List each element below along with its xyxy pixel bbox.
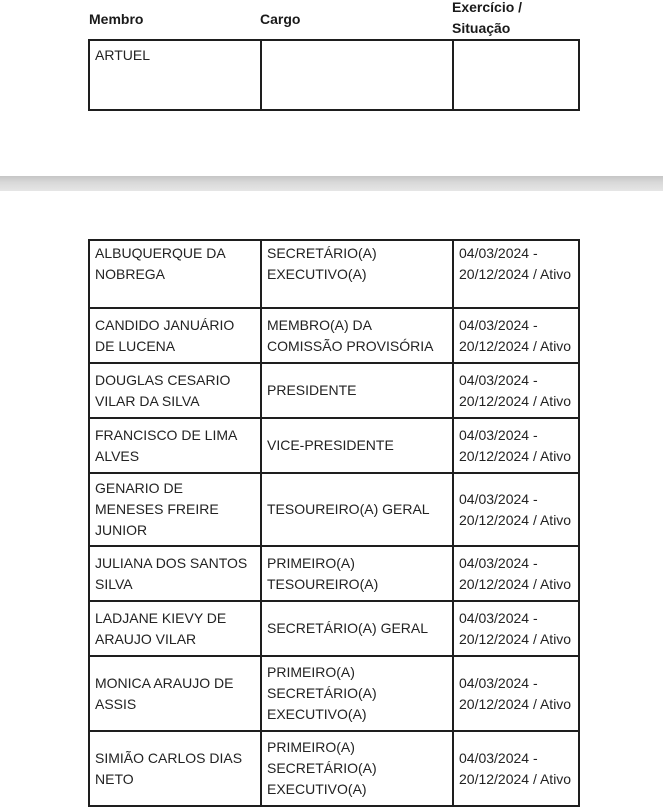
cell-exercicio: 04/03/2024 - 20/12/2024 / Ativo (453, 731, 579, 806)
table-row (89, 363, 579, 418)
cell-membro: ALBUQUERQUE DA NOBREGA (89, 240, 261, 308)
cell-membro: ARTUEL (89, 40, 261, 110)
cell-cargo: SECRETÁRIO(A) GERAL (261, 601, 453, 656)
cell-exercicio: 04/03/2024 - 20/12/2024 / Ativo (453, 308, 579, 363)
cell-exercicio: 04/03/2024 - 20/12/2024 / Ativo (453, 363, 579, 418)
table-row (89, 418, 579, 473)
table-fragment-top (88, 39, 578, 77)
table-row (89, 731, 579, 806)
table-row (89, 656, 579, 731)
cell-membro: JULIANA DOS SANTOS SILVA (89, 546, 261, 601)
cell-membro: SIMIÃO CARLOS DIAS NETO (89, 731, 261, 806)
cell-membro: DOUGLAS CESARIO VILAR DA SILVA (89, 363, 261, 418)
table-row (89, 240, 579, 308)
table-row (89, 40, 579, 110)
members-table-top (88, 39, 580, 111)
header-membro: Membro (89, 11, 144, 27)
cell-exercicio (453, 40, 579, 110)
header-exercicio-line2: Situação (452, 20, 511, 36)
cell-membro: CANDIDO JANUÁRIO DE LUCENA (89, 308, 261, 363)
header-exercicio-line1: Exercício / (452, 0, 523, 15)
cell-exercicio: 04/03/2024 - 20/12/2024 / Ativo (453, 546, 579, 601)
cell-exercicio: 04/03/2024 - 20/12/2024 / Ativo (453, 601, 579, 656)
header-cargo: Cargo (260, 11, 301, 27)
cell-exercicio: 04/03/2024 - 20/12/2024 / Ativo (453, 240, 579, 308)
header-exercicio (452, 0, 522, 39)
page-separator (0, 176, 663, 191)
cell-exercicio: 04/03/2024 - 20/12/2024 / Ativo (453, 418, 579, 473)
cell-cargo: TESOUREIRO(A) GERAL (261, 473, 453, 546)
table-row (89, 308, 579, 363)
cell-cargo: PRIMEIRO(A) TESOUREIRO(A) (261, 546, 453, 601)
table-row (89, 546, 579, 601)
page-bottom (0, 191, 663, 806)
table-row (89, 601, 579, 656)
cell-exercicio: 04/03/2024 - 20/12/2024 / Ativo (453, 656, 579, 731)
table-row (89, 473, 579, 546)
cell-membro: FRANCISCO DE LIMA ALVES (89, 418, 261, 473)
cell-membro: MONICA ARAUJO DE ASSIS (89, 656, 261, 731)
cell-membro: GENARIO DE MENESES FREIRE JUNIOR (89, 473, 261, 546)
cell-membro: LADJANE KIEVY DE ARAUJO VILAR (89, 601, 261, 656)
page-top (0, 0, 663, 176)
members-table (88, 239, 580, 807)
cell-cargo: SECRETÁRIO(A) EXECUTIVO(A) (261, 240, 453, 308)
cell-cargo: PRIMEIRO(A) SECRETÁRIO(A) EXECUTIVO(A) (261, 731, 453, 806)
cell-cargo: PRIMEIRO(A) SECRETÁRIO(A) EXECUTIVO(A) (261, 656, 453, 731)
cell-cargo: MEMBRO(A) DA COMISSÃO PROVISÓRIA (261, 308, 453, 363)
cell-cargo: VICE-PRESIDENTE (261, 418, 453, 473)
table-fragment-bottom (88, 242, 578, 797)
cell-cargo (261, 40, 453, 110)
cell-cargo: PRESIDENTE (261, 363, 453, 418)
cell-exercicio: 04/03/2024 - 20/12/2024 / Ativo (453, 473, 579, 546)
